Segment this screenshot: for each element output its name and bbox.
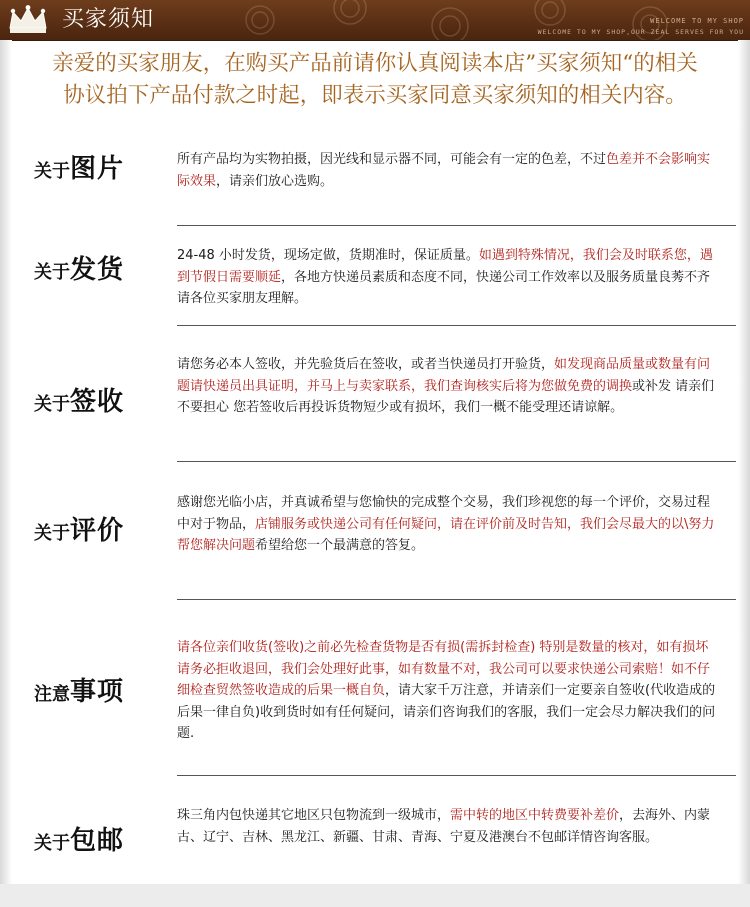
section-text-review	[177, 492, 717, 557]
section-label-small: 关于	[34, 394, 70, 415]
section-label-big: 发货	[70, 255, 125, 285]
banner-title: 买家须知	[62, 7, 155, 32]
highlighted-text: 请各位亲们收货(签收)之前必先检查货物是否有损(需拆封检查) 特别是数量的核对，如有损坏请务必拒收退回，我们会处理好此事，如有数量不对，我公司可以要求快递公司索赔！如不仔细检查贸然签收造成的后果一概自负	[177, 640, 711, 698]
highlighted-text: 需中转的地区中转费要补差价	[450, 808, 620, 823]
highlighted-text: 色差并不会影响实际效果	[177, 152, 711, 189]
section-label-small: 注意	[34, 684, 70, 705]
section-label-big: 签收	[70, 387, 125, 417]
section-label-small: 关于	[34, 833, 70, 854]
section-label-big: 评价	[70, 516, 125, 546]
body-text: 珠三角内包快递其它地区只包物流到一级城市，	[177, 808, 451, 823]
highlighted-text: 如发现商品质量或数量有问题请快递员出具证明，并马上与卖家联系，我们查询核实后将为您做免费的调换	[177, 357, 711, 394]
section-label-signing	[34, 381, 124, 418]
section-label-pictures	[34, 148, 124, 185]
highlighted-text: 如遇到特殊情况，我们会及时联系您，遇到节假日需要顺延	[177, 248, 713, 285]
section-divider	[177, 775, 736, 776]
body-text: ，各地方快递员素质和态度不同，快递公司工作效率以及服务质量良莠不齐请各位买家朋友理解。	[177, 269, 711, 306]
section-text-pictures	[177, 149, 717, 192]
right-shadow	[738, 40, 750, 884]
crown-icon	[6, 4, 50, 36]
body-text: 所有产品均为实物拍摄，因光线和显示器不同，可能会有一定的色差，不过	[177, 152, 607, 167]
section-label-review	[34, 510, 124, 547]
banner-tagline-1: WELCOME TO MY SHOP	[650, 17, 744, 25]
intro-line-1: 亲爱的买家朋友，在购买产品前请你认真阅读本店”买家须知“的相关	[52, 51, 698, 76]
section-divider	[177, 461, 736, 462]
section-label-shipping	[34, 249, 124, 286]
section-label-small: 关于	[34, 161, 70, 182]
body-text: ，请大家千万注意，并请亲们一定要亲自签收(代收造成的后果一律自负)收到货时如有任何疑问，请亲们咨询我们的客服，我们一定会尽力解决我们的问题.	[177, 683, 716, 741]
left-shadow	[0, 40, 12, 884]
section-label-big: 事项	[70, 677, 125, 707]
section-text-notice	[177, 637, 717, 745]
bottom-edge	[0, 884, 750, 907]
section-divider	[177, 599, 736, 600]
section-label-small: 关于	[34, 523, 70, 544]
section-label-small: 关于	[34, 262, 70, 283]
body-text: 感谢您光临小店，并真诚希望与您愉快的完成整个交易，我们珍视您的每一个评价，交易过程中对于物品，	[177, 495, 711, 532]
banner-tagline-2: WELCOME TO MY SHOP,OUR ZEAL SERVES FOR YOU	[537, 28, 744, 36]
section-divider	[177, 325, 736, 326]
body-text: 24-48 小时发货，现场定做，货期准时，保证质量。	[177, 248, 479, 263]
section-label-big: 图片	[70, 154, 125, 184]
section-label-big: 包邮	[70, 826, 125, 856]
header-banner	[0, 0, 750, 41]
body-text: 请您务必本人签收，并先验货后在签收，或者当快递员打开验货，	[177, 357, 555, 372]
intro-notice	[0, 48, 750, 112]
section-text-free-shipping	[177, 805, 717, 848]
section-divider	[177, 225, 736, 226]
body-text: ，去海外、内蒙古、辽宁、吉林、黑龙江、新疆、甘肃、青海、宁夏及港澳台不包邮详情咨询客服。	[177, 808, 711, 845]
section-text-signing	[177, 354, 717, 419]
body-text: 希望给您一个最满意的答复。	[255, 538, 425, 553]
section-text-shipping	[177, 245, 717, 310]
body-text: ，请亲们放心选购。	[216, 173, 334, 189]
highlighted-text: 店铺服务或快递公司有任何疑问，请在评价前及时告知，我们会尽最大的以\努力帮您解决问题	[177, 516, 715, 553]
section-label-notice	[34, 671, 124, 708]
body-text: 或补发 请亲们不要担心 您若签收后再投诉货物短少或有损坏，我们一概不能受理还请谅解。	[177, 378, 715, 415]
section-label-free-shipping	[34, 820, 124, 857]
intro-line-2: 协议拍下产品付款之时起，即表示买家同意买家须知的相关内容。	[63, 83, 687, 108]
